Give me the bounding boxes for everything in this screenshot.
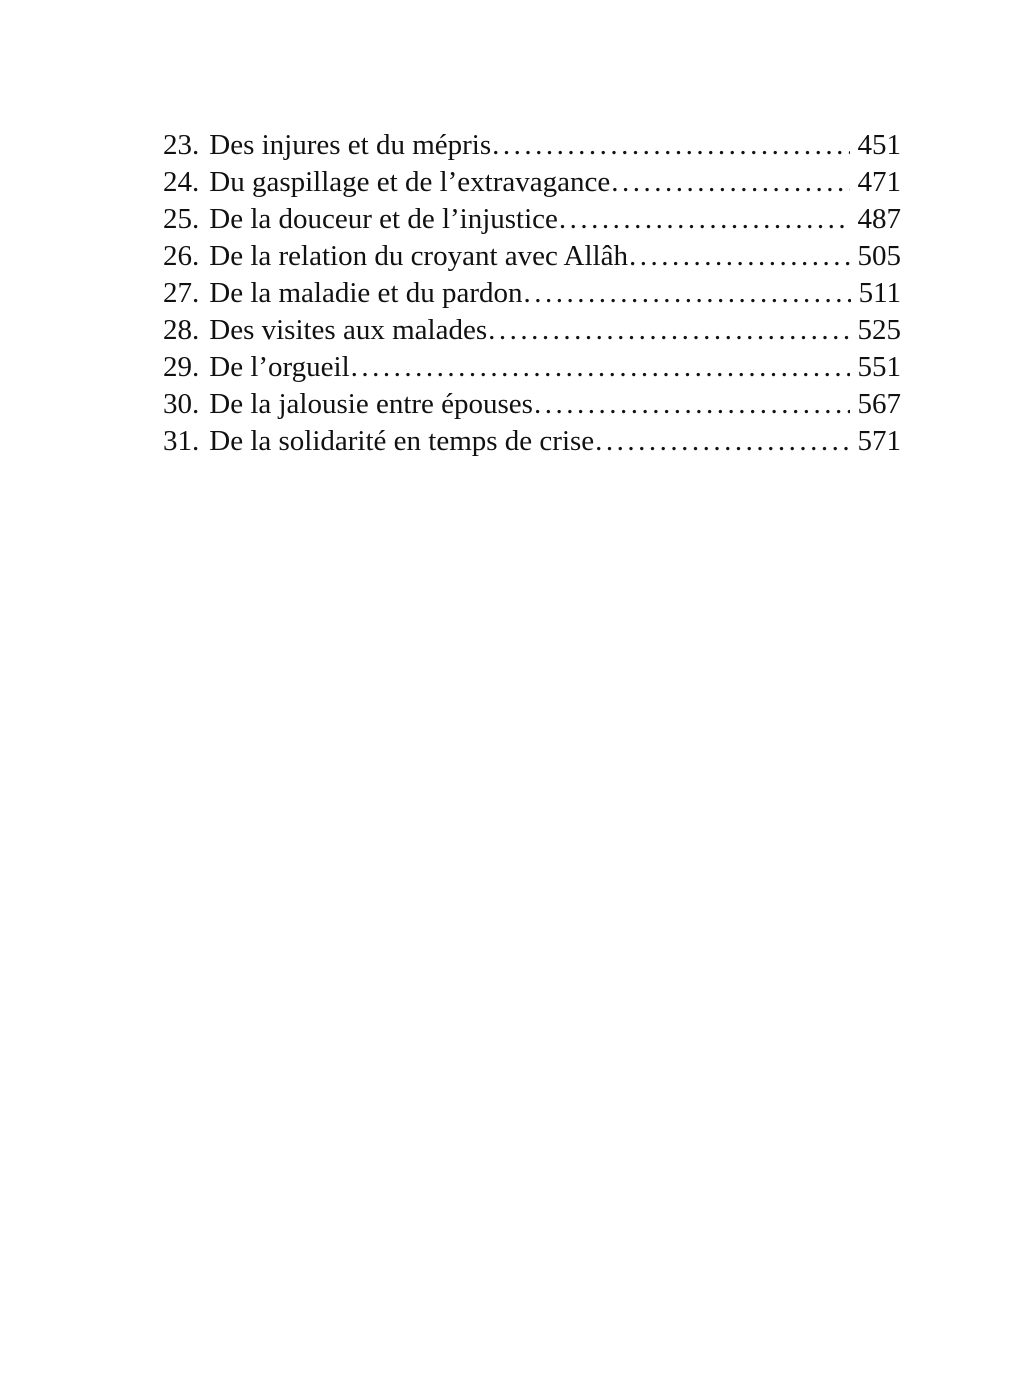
toc-entry	[163, 164, 901, 201]
toc-entry-title: De la jalousie entre épouses	[209, 388, 533, 420]
toc-entry	[163, 386, 901, 423]
toc-entry-number: 23.	[163, 129, 200, 161]
toc-entry	[163, 423, 901, 460]
toc-entry-title: Des visites aux malades	[209, 314, 488, 346]
toc-entry-title: De la maladie et du pardon	[209, 277, 523, 309]
toc-entry-title: De la relation du croyant avec Allâh	[209, 240, 628, 272]
toc-entry-number: 24.	[163, 166, 200, 198]
toc-entry-page-number: 505	[857, 240, 901, 272]
toc-entry-page-number: 451	[857, 129, 901, 161]
toc-dot-leader	[524, 275, 851, 312]
toc-entry-page-number: 571	[857, 425, 901, 457]
toc-entry-page-number: 471	[857, 166, 901, 198]
toc-entry	[163, 349, 901, 386]
toc-entry-number: 27.	[163, 277, 200, 309]
toc-entry	[163, 312, 901, 349]
toc-entry-page-number: 511	[858, 277, 901, 309]
toc-dot-leader	[492, 127, 849, 164]
toc-entry-page-number: 567	[857, 388, 901, 420]
toc-entry-page-number: 487	[857, 203, 901, 235]
toc-entry-number: 29.	[163, 351, 200, 383]
toc-entry-number: 28.	[163, 314, 200, 346]
toc-entry-page-number: 551	[857, 351, 901, 383]
toc-entry	[163, 238, 901, 275]
toc-dot-leader	[534, 386, 850, 423]
toc-dot-leader	[559, 201, 850, 238]
toc-entry-title: De la solidarité en temps de crise	[209, 425, 595, 457]
toc-entry-title: De l’orgueil	[209, 351, 350, 383]
toc-entry-number: 26.	[163, 240, 200, 272]
table-of-contents	[163, 127, 901, 460]
toc-dot-leader	[595, 423, 849, 460]
toc-entry-title: Des injures et du mépris	[209, 129, 492, 161]
toc-entry	[163, 201, 901, 238]
toc-entry-page-number: 525	[857, 314, 901, 346]
toc-entry	[163, 275, 901, 312]
toc-dot-leader	[488, 312, 849, 349]
toc-entry-title: De la douceur et de l’injustice	[209, 203, 558, 235]
toc-entry-title: Du gaspillage et de l’extravagance	[209, 166, 611, 198]
toc-dot-leader	[611, 164, 849, 201]
toc-entry-number: 31.	[163, 425, 200, 457]
toc-dot-leader	[629, 238, 850, 275]
toc-entry	[163, 127, 901, 164]
toc-dot-leader	[351, 349, 850, 386]
toc-entry-number: 25.	[163, 203, 200, 235]
toc-entry-number: 30.	[163, 388, 200, 420]
